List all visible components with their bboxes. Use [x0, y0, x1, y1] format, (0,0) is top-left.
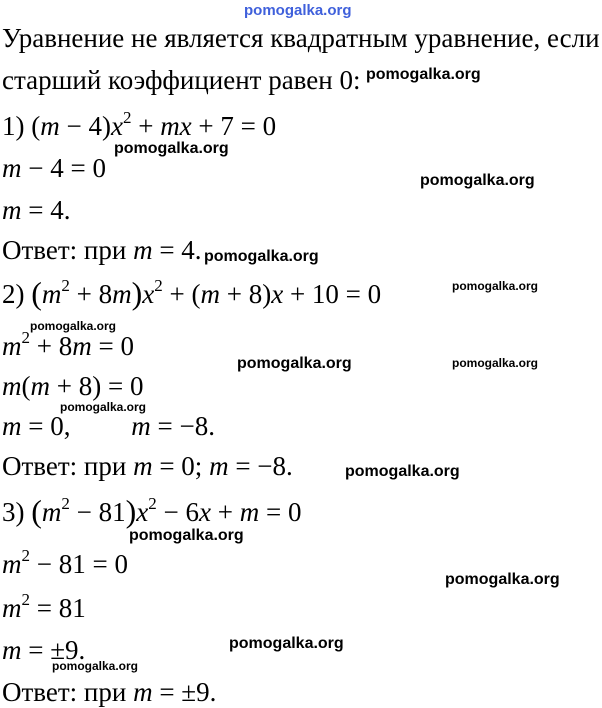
watermark: pomogalka.org — [445, 571, 560, 588]
intro-line-2: старший коэффициент равен 0: — [2, 65, 361, 95]
watermark: pomogalka.org — [452, 279, 539, 293]
problem-1-step-2: m = 4. — [2, 195, 71, 225]
answer-label: Ответ: при — [2, 451, 127, 481]
problem-2-answer: Ответ: при m = 0; m = −8. — [2, 451, 293, 481]
answer-label: Ответ: при — [2, 235, 127, 265]
problem-3-step-2: $m^2 = 81$ — [2, 590, 86, 623]
watermark: pomogalka.org — [345, 463, 460, 480]
watermark: pomogalka.org — [420, 172, 535, 189]
problem-1-number: 1) — [2, 111, 25, 141]
problem-2-equation: 2) $(m^2 + 8m)x^2 + (m + 8)x + 10 = 0$ — [2, 275, 382, 311]
problem-1-answer: Ответ: при m = 4. — [2, 235, 202, 265]
problem-1-step-1: m − 4 = 0 — [2, 153, 106, 183]
problem-3-step-1: $m^2 - 81 = 0$ — [2, 546, 128, 579]
watermark: pomogalka.org — [129, 527, 244, 544]
watermark: pomogalka.org — [114, 140, 229, 157]
watermark: pomogalka.org — [237, 355, 352, 372]
watermark: pomogalka.org — [204, 248, 319, 265]
watermark: pomogalka.org — [60, 400, 147, 414]
problem-2-number: 2) — [2, 279, 25, 309]
problem-2-step-1: $m^2 + 8m = 0$ — [2, 328, 134, 361]
watermark: pomogalka.org — [229, 635, 344, 652]
watermark: pomogalka.org — [52, 659, 139, 673]
problem-3-number: 3) — [2, 497, 25, 527]
watermark: pomogalka.org — [30, 319, 117, 333]
problem-1-equation: 1) $(m - 4)x^2$ + mx + 7 = 0 — [2, 108, 277, 141]
watermark: pomogalka.org — [366, 66, 481, 83]
intro-line-1: Уравнение не является квадратным уравнение, если — [2, 23, 600, 53]
problem-3-step-3: m = ±9. — [2, 635, 86, 665]
problem-2-step-3: m = 0, m = −8. — [2, 411, 215, 441]
header-watermark: pomogalka.org — [244, 2, 352, 19]
answer-label: Ответ: при — [2, 677, 127, 707]
problem-2-step-2: m(m + 8) = 0 — [2, 371, 144, 401]
problem-3-equation: 3) $(m^2 - 81)x^2 - 6x + m = 0$ — [2, 493, 302, 529]
watermark: pomogalka.org — [452, 356, 539, 370]
problem-3-answer: Ответ: при m = ±9. — [2, 677, 217, 707]
